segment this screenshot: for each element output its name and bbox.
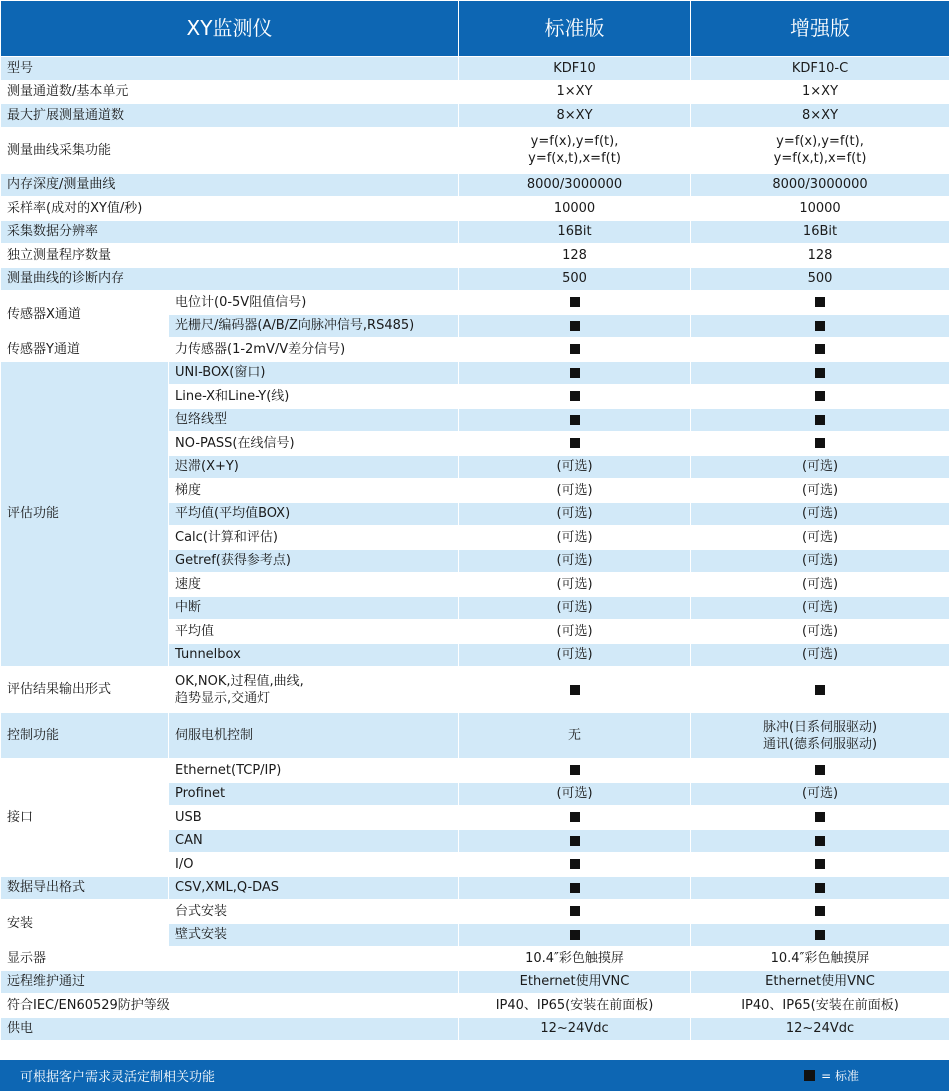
standard-value-cell	[459, 900, 691, 924]
enhanced-value: (可选)	[691, 573, 949, 597]
row-subitem: USB	[169, 806, 459, 830]
row-subitem: Profinet	[169, 782, 459, 806]
table-row	[1, 57, 949, 81]
standard-value-cell	[459, 361, 691, 385]
table-row	[1, 947, 949, 971]
table-row	[1, 244, 949, 268]
standard-square-icon	[570, 415, 580, 425]
table-body	[1, 57, 949, 1041]
standard-value-cell	[459, 923, 691, 947]
standard-value-cell	[459, 806, 691, 830]
enhanced-value: 10000	[691, 197, 949, 221]
standard-value: 1×XY	[459, 80, 691, 104]
standard-square-icon	[815, 368, 825, 378]
table-row	[1, 220, 949, 244]
row-subitem: CSV,XML,Q-DAS	[169, 876, 459, 900]
standard-value-cell	[459, 385, 691, 409]
enhanced-value: y=f(x),y=f(t), y=f(x,t),x=f(t)	[691, 127, 949, 173]
standard-value-cell	[459, 408, 691, 432]
enhanced-value: 1×XY	[691, 80, 949, 104]
standard-value: (可选)	[459, 620, 691, 644]
row-subitem: OK,NOK,过程值,曲线, 趋势显示,交通灯	[169, 667, 459, 713]
standard-value: 128	[459, 244, 691, 268]
enhanced-value: 16Bit	[691, 220, 949, 244]
standard-value: (可选)	[459, 502, 691, 526]
row-subitem: 迟滞(X+Y)	[169, 455, 459, 479]
row-category: 测量通道数/基本单元	[1, 80, 459, 104]
row-subitem: 光栅尺/编码器(A/B/Z向脉冲信号,RS485)	[169, 314, 459, 338]
standard-value: y=f(x),y=f(t), y=f(x,t),x=f(t)	[459, 127, 691, 173]
enhanced-value-cell	[691, 432, 949, 456]
legend-label: = 标准	[821, 1069, 859, 1083]
table-row	[1, 970, 949, 994]
standard-square-icon	[570, 438, 580, 448]
standard-square-icon	[815, 930, 825, 940]
table-row	[1, 127, 949, 173]
row-subitem: 梯度	[169, 479, 459, 503]
table-row	[1, 1017, 949, 1041]
table-row	[1, 994, 949, 1018]
enhanced-value: 脉冲(日系伺服驱动) 通讯(德系伺服驱动)	[691, 713, 949, 759]
standard-value-cell	[459, 432, 691, 456]
standard-value-cell	[459, 667, 691, 713]
enhanced-value-cell	[691, 900, 949, 924]
row-subitem: Line-X和Line-Y(线)	[169, 385, 459, 409]
standard-square-icon	[570, 297, 580, 307]
row-subitem: NO-PASS(在线信号)	[169, 432, 459, 456]
row-subitem: CAN	[169, 829, 459, 853]
enhanced-value: 10.4″彩色触摸屏	[691, 947, 949, 971]
standard-value: 10.4″彩色触摸屏	[459, 947, 691, 971]
enhanced-value-cell	[691, 385, 949, 409]
row-category: 传感器Y通道	[1, 338, 169, 362]
standard-square-icon	[570, 906, 580, 916]
standard-square-icon	[815, 859, 825, 869]
enhanced-value: KDF10-C	[691, 57, 949, 81]
row-subitem: 伺服电机控制	[169, 713, 459, 759]
enhanced-value: (可选)	[691, 596, 949, 620]
row-subitem: 壁式安装	[169, 923, 459, 947]
standard-square-icon	[570, 391, 580, 401]
standard-value: 10000	[459, 197, 691, 221]
table-row	[1, 361, 949, 385]
standard-value: 500	[459, 267, 691, 291]
row-category: 供电	[1, 1017, 459, 1041]
standard-value: 16Bit	[459, 220, 691, 244]
standard-value: KDF10	[459, 57, 691, 81]
row-category: 测量曲线采集功能	[1, 127, 459, 173]
row-subitem: 速度	[169, 573, 459, 597]
standard-value: Ethernet使用VNC	[459, 970, 691, 994]
table-row	[1, 267, 949, 291]
enhanced-value-cell	[691, 667, 949, 713]
standard-value: (可选)	[459, 782, 691, 806]
standard-square-icon	[815, 836, 825, 846]
enhanced-value-cell	[691, 806, 949, 830]
enhanced-value-cell	[691, 876, 949, 900]
enhanced-value: (可选)	[691, 526, 949, 550]
table-row	[1, 80, 949, 104]
row-category: 独立测量程序数量	[1, 244, 459, 268]
standard-square-icon	[570, 883, 580, 893]
standard-square-icon	[570, 368, 580, 378]
standard-value-cell	[459, 338, 691, 362]
standard-square-icon	[815, 344, 825, 354]
standard-square-icon	[815, 765, 825, 775]
enhanced-value-cell	[691, 759, 949, 783]
row-category: 控制功能	[1, 713, 169, 759]
table-row	[1, 197, 949, 221]
header-enhanced: 增强版	[691, 1, 949, 57]
row-category: 远程维护通过	[1, 970, 459, 994]
standard-square-icon	[815, 906, 825, 916]
enhanced-value-cell	[691, 853, 949, 877]
table-row	[1, 900, 949, 924]
enhanced-value: (可选)	[691, 643, 949, 667]
standard-square-icon	[815, 685, 825, 695]
table-row	[1, 338, 949, 362]
standard-square-icon	[815, 391, 825, 401]
standard-square-icon	[815, 883, 825, 893]
enhanced-value: 128	[691, 244, 949, 268]
standard-square-icon	[815, 415, 825, 425]
row-category: 内存深度/测量曲线	[1, 173, 459, 197]
enhanced-value: 8×XY	[691, 104, 949, 128]
standard-value: (可选)	[459, 526, 691, 550]
enhanced-value-cell	[691, 361, 949, 385]
standard-square-icon	[570, 344, 580, 354]
enhanced-value-cell	[691, 923, 949, 947]
footer-note: 可根据客户需求灵活定制相关功能	[20, 1070, 216, 1085]
row-category: 型号	[1, 57, 459, 81]
standard-value: (可选)	[459, 573, 691, 597]
enhanced-value: 8000/3000000	[691, 173, 949, 197]
standard-square-icon	[570, 685, 580, 695]
row-subitem: 平均值(平均值BOX)	[169, 502, 459, 526]
row-category: 符合IEC/EN60529防护等级	[1, 994, 459, 1018]
row-category: 接口	[1, 759, 169, 877]
enhanced-value-cell	[691, 314, 949, 338]
standard-value: (可选)	[459, 455, 691, 479]
legend	[804, 1067, 859, 1084]
enhanced-value: (可选)	[691, 549, 949, 573]
table-row	[1, 173, 949, 197]
standard-square-icon	[570, 812, 580, 822]
header-title: XY监测仪	[1, 1, 459, 57]
row-category: 安装	[1, 900, 169, 947]
row-subitem: Getref(获得参考点)	[169, 549, 459, 573]
row-category: 传感器X通道	[1, 291, 169, 338]
table-row	[1, 759, 949, 783]
standard-value: 8×XY	[459, 104, 691, 128]
enhanced-value: Ethernet使用VNC	[691, 970, 949, 994]
enhanced-value-cell	[691, 338, 949, 362]
standard-square-icon	[815, 297, 825, 307]
row-category: 测量曲线的诊断内存	[1, 267, 459, 291]
table-row	[1, 713, 949, 759]
standard-square-icon	[815, 438, 825, 448]
row-category: 最大扩展测量通道数	[1, 104, 459, 128]
table-header	[1, 1, 949, 57]
enhanced-value: 500	[691, 267, 949, 291]
enhanced-value: (可选)	[691, 502, 949, 526]
standard-square-icon	[570, 765, 580, 775]
standard-value-cell	[459, 876, 691, 900]
row-subitem: I/O	[169, 853, 459, 877]
table-row	[1, 291, 949, 315]
row-subitem: Ethernet(TCP/IP)	[169, 759, 459, 783]
row-category: 评估功能	[1, 361, 169, 667]
enhanced-value-cell	[691, 829, 949, 853]
row-subitem: 包络线型	[169, 408, 459, 432]
standard-value-cell	[459, 829, 691, 853]
row-category: 采集数据分辨率	[1, 220, 459, 244]
standard-value: IP40、IP65(安装在前面板)	[459, 994, 691, 1018]
standard-value: (可选)	[459, 549, 691, 573]
standard-value-cell	[459, 314, 691, 338]
row-category: 显示器	[1, 947, 459, 971]
enhanced-value: IP40、IP65(安装在前面板)	[691, 994, 949, 1018]
row-subitem: 力传感器(1-2mV/V差分信号)	[169, 338, 459, 362]
enhanced-value: (可选)	[691, 620, 949, 644]
standard-value: 8000/3000000	[459, 173, 691, 197]
standard-value: (可选)	[459, 479, 691, 503]
standard-value-cell	[459, 291, 691, 315]
enhanced-value-cell	[691, 291, 949, 315]
header-standard: 标准版	[459, 1, 691, 57]
standard-square-icon	[804, 1070, 815, 1081]
row-subitem: Calc(计算和评估)	[169, 526, 459, 550]
standard-value-cell	[459, 759, 691, 783]
table-row	[1, 667, 949, 713]
enhanced-value: (可选)	[691, 479, 949, 503]
standard-square-icon	[570, 836, 580, 846]
row-category: 采样率(成对的XY值/秒)	[1, 197, 459, 221]
row-subitem: UNI-BOX(窗口)	[169, 361, 459, 385]
standard-square-icon	[815, 812, 825, 822]
enhanced-value: (可选)	[691, 455, 949, 479]
enhanced-value: (可选)	[691, 782, 949, 806]
row-subitem: 中断	[169, 596, 459, 620]
row-subitem: 平均值	[169, 620, 459, 644]
row-subitem: 台式安装	[169, 900, 459, 924]
enhanced-value-cell	[691, 408, 949, 432]
row-subitem: 电位计(0-5V阻值信号)	[169, 291, 459, 315]
enhanced-value: 12~24Vdc	[691, 1017, 949, 1041]
table-row	[1, 104, 949, 128]
standard-square-icon	[570, 930, 580, 940]
row-category: 评估结果输出形式	[1, 667, 169, 713]
row-subitem: Tunnelbox	[169, 643, 459, 667]
standard-value: 12~24Vdc	[459, 1017, 691, 1041]
footer-bar	[0, 1060, 949, 1091]
standard-value-cell	[459, 853, 691, 877]
standard-square-icon	[570, 321, 580, 331]
standard-square-icon	[815, 321, 825, 331]
standard-square-icon	[570, 859, 580, 869]
standard-value: 无	[459, 713, 691, 759]
table-row	[1, 876, 949, 900]
standard-value: (可选)	[459, 643, 691, 667]
standard-value: (可选)	[459, 596, 691, 620]
row-category: 数据导出格式	[1, 876, 169, 900]
